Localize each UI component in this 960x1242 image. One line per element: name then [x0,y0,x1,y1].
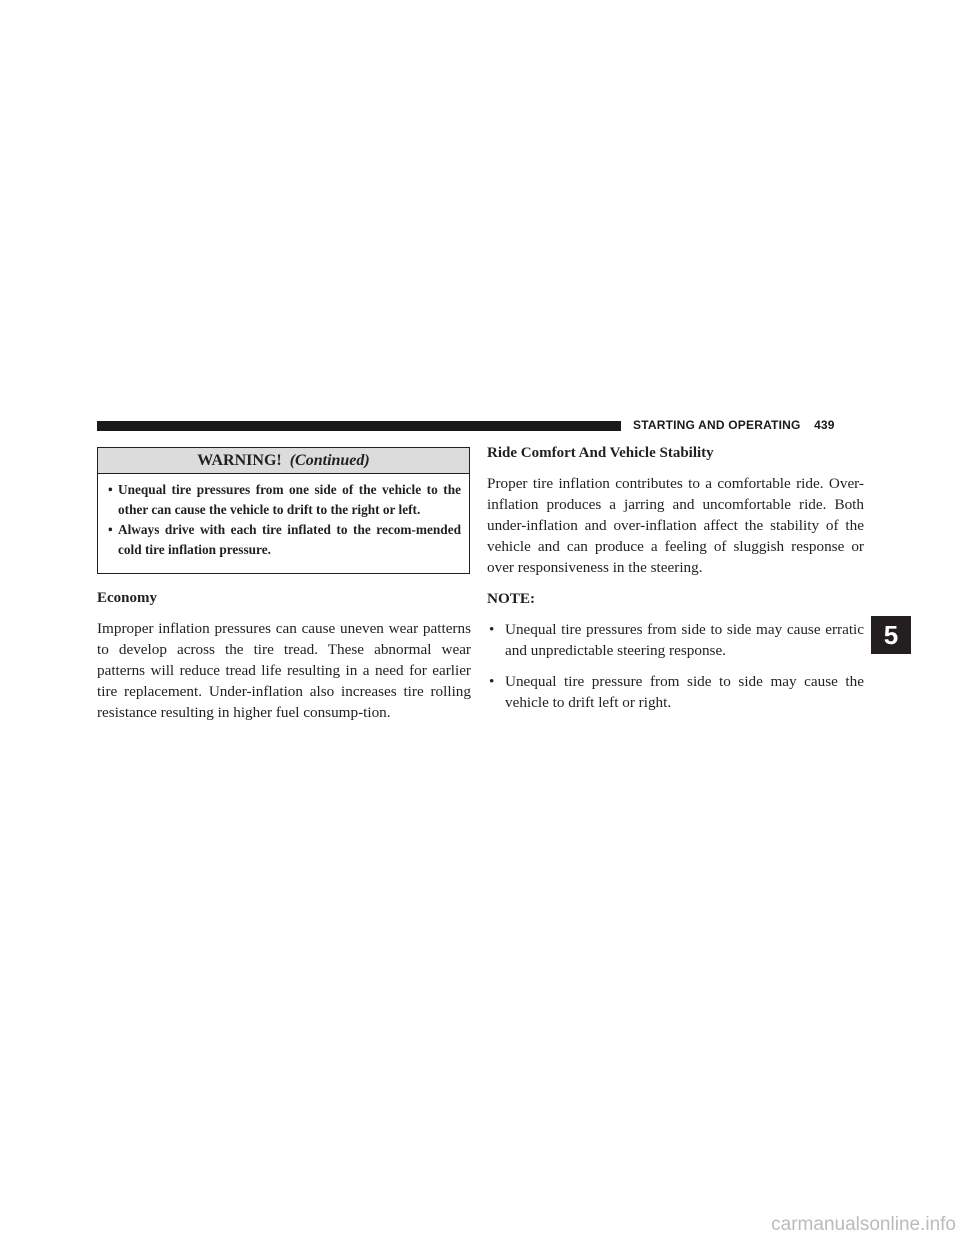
header-rule [97,421,621,431]
bullet-icon: • [489,673,495,690]
economy-heading: Economy [97,590,157,606]
bullet-icon: • [108,522,113,537]
warning-continued: (Continued) [289,452,370,469]
warning-box [97,447,470,574]
note-item [487,619,864,661]
note-label: NOTE: [487,590,536,607]
watermark: carmanualsonline.info [771,1214,956,1235]
ride-comfort-body: Proper tire inflation contributes to a comfortable ride. Over-inflation produces a jarring and uncomfortable ride. Both under-inflation and over-inflation affect the stability of the vehicle and can produce a feeling of sluggish response or over responsiveness in the steering. [487,475,864,576]
note-item-text: Unequal tire pressures from side to side may cause erratic and unpredictable steering response. [505,621,864,659]
chapter-tab: 5 [871,616,911,654]
economy-section [97,588,471,733]
warning-title [98,448,469,474]
warning-item-text: Always drive with each tire inflated to the recom-mended cold tire inflation pressure. [118,522,461,557]
section-title: STARTING AND OPERATING [633,418,801,432]
ride-comfort-heading: Ride Comfort And Vehicle Stability [487,445,714,461]
warning-label: WARNING! [197,452,282,469]
warning-item [108,480,461,520]
ride-comfort-section [487,443,864,723]
bullet-icon: • [108,482,113,497]
note-item [487,671,864,713]
running-header [633,418,835,432]
note-list [487,619,864,713]
warning-item-text: Unequal tire pressures from one side of the vehicle to the other can cause the vehicle to drift to the right or left. [118,482,461,517]
economy-body: Improper inflation pressures can cause uneven wear patterns to develop across the tire tread. These abnormal wear patterns will reduce tread life resulting in a need for earlier tire replacement. Under-inflation also increases tire rolling resistance resulting in higher fuel consump-tion. [97,620,471,721]
page-number: 439 [814,418,835,432]
note-item-text: Unequal tire pressure from side to side may cause the vehicle to drift left or right. [505,673,864,711]
warning-item [108,520,461,560]
bullet-icon: • [489,621,495,638]
warning-list [98,474,469,560]
